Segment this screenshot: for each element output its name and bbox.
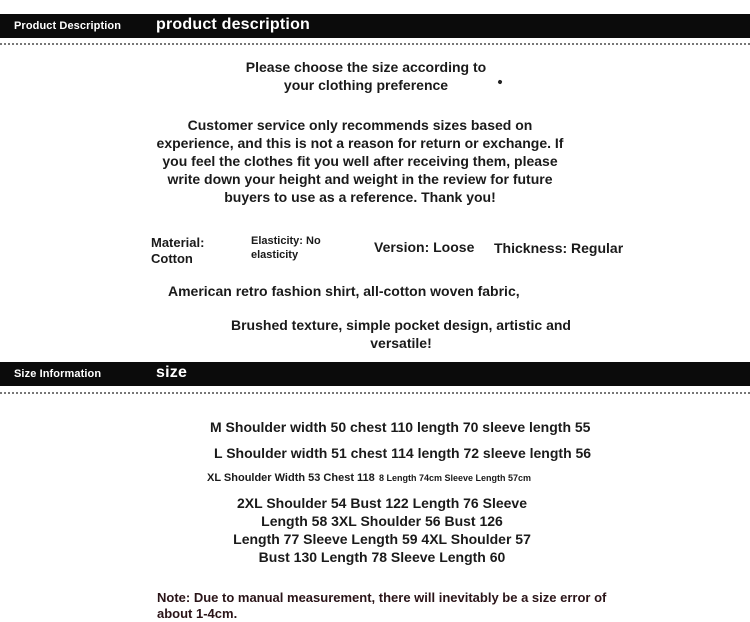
choose-size-line1: Please choose the size according to [245, 59, 487, 75]
material-value: Cotton [151, 251, 193, 266]
dotted-divider [0, 43, 750, 45]
size-information-header [0, 362, 750, 386]
size-m: M Shoulder width 50 chest 110 length 70 sleeve length 55 [210, 419, 591, 435]
version-attribute: Version: Loose [374, 239, 475, 255]
dotted-divider [0, 392, 750, 394]
header-small-label: Size Information [14, 368, 102, 380]
product-description-header [0, 14, 750, 38]
header-small-label: Product Description [14, 20, 122, 32]
elasticity-value: elasticity [251, 249, 299, 261]
service-line-3: you feel the clothes fit you well after receiving them, please [162, 153, 558, 169]
choose-size-line2: your clothing preference [283, 77, 449, 93]
service-line-4: write down your height and weight in the review for future [167, 171, 553, 187]
thickness-attribute: Thickness: Regular [494, 240, 624, 256]
service-line-1: Customer service only recommends sizes based on [187, 117, 533, 133]
size-rest-line-1: 2XL Shoulder 54 Bust 122 Length 76 Sleeve [237, 495, 527, 511]
description-line-1: American retro fashion shirt, all-cotton woven fabric, [168, 283, 520, 299]
description-line-2b: versatile! [370, 335, 432, 351]
note-line-1: Note: Due to manual measurement, there will inevitably be a size error of [157, 590, 607, 605]
size-rest-line-3: Length 77 Sleeve Length 59 4XL Shoulder 57 [233, 531, 531, 547]
material-label: Material: [151, 235, 205, 250]
header-big-label: size [156, 364, 188, 381]
service-line-2: experience, and this is not a reason for return or exchange. If [156, 135, 564, 151]
note-line-2: about 1-4cm. [157, 606, 238, 621]
elasticity-label: Elasticity: No [251, 235, 321, 247]
size-xl-part1: XL Shoulder Width 53 Chest 118 [207, 472, 375, 484]
size-rest-line-2: Length 58 3XL Shoulder 56 Bust 126 [261, 513, 503, 529]
description-line-2a: Brushed texture, simple pocket design, artistic and [231, 317, 571, 333]
header-big-label: product description [156, 16, 311, 33]
service-line-5: buyers to use as a reference. Thank you! [224, 189, 496, 205]
size-xl-part2: 8 Length 74cm Sleeve Length 57cm [379, 473, 532, 483]
size-l: L Shoulder width 51 chest 114 length 72 sleeve length 56 [214, 445, 592, 461]
size-rest-line-4: Bust 130 Length 78 Sleeve Length 60 [258, 549, 506, 565]
